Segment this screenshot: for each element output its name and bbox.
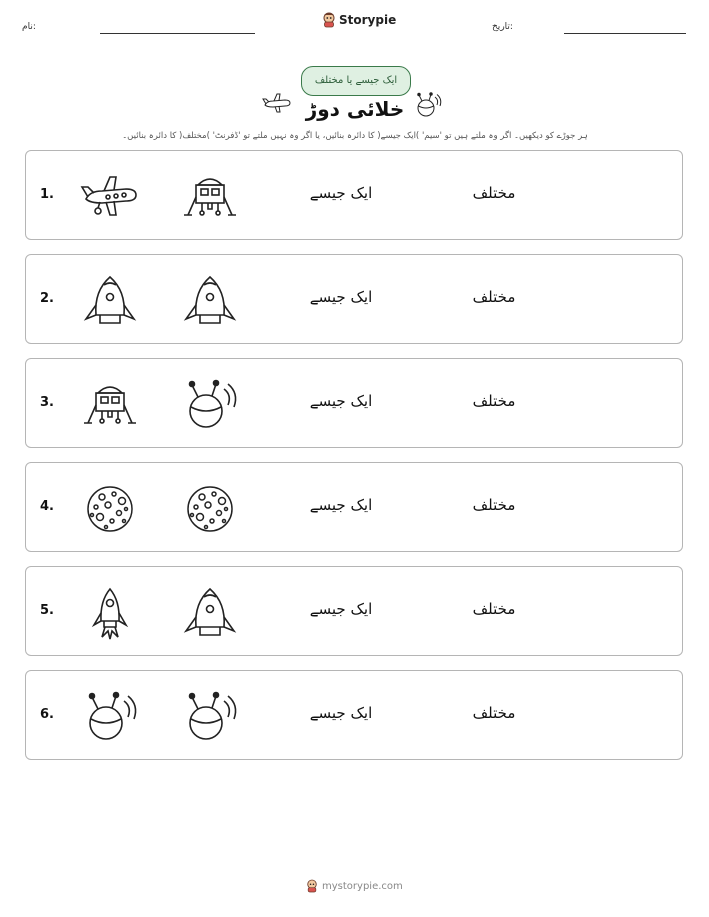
name-line: [100, 33, 255, 34]
launching-rocket-icon: [82, 587, 138, 637]
same-option[interactable]: ایک جیسے: [309, 496, 373, 514]
different-option[interactable]: مختلف: [472, 496, 516, 514]
same-option[interactable]: ایک جیسے: [309, 392, 373, 410]
row-number: 1.: [40, 187, 54, 202]
airplane-icon: [262, 92, 292, 114]
footer: [306, 879, 403, 893]
footer-url[interactable]: mystorypie.com: [322, 880, 403, 892]
lunar-lander-icon: [82, 379, 138, 429]
row-number: 3.: [40, 395, 54, 410]
instructions: ہر جوڑے کو دیکھیں۔ اگر وہ ملتے ہیں تو 'سیم' )ایک جیسے( کا دائرہ بنائیں، یا اگر وہ نہیں ملتے تو 'ڈفرنٹ' )مختلف( کا دائرہ بنائیں۔: [122, 131, 588, 141]
pair-row-5: [25, 566, 683, 656]
storypie-mascot-icon: [306, 879, 318, 893]
satellite-ball-icon: [182, 379, 238, 429]
worksheet-badge: ایک جیسے یا مختلف: [301, 66, 411, 96]
storypie-mascot-icon: [322, 12, 336, 28]
row-number: 6.: [40, 707, 54, 722]
same-option[interactable]: ایک جیسے: [309, 704, 373, 722]
same-option[interactable]: ایک جیسے: [309, 288, 373, 306]
rocket-icon: [82, 275, 138, 325]
different-option[interactable]: مختلف: [472, 288, 516, 306]
pair-row-6: [25, 670, 683, 760]
airplane-icon: [82, 171, 138, 221]
storypie-logo: [322, 12, 396, 28]
satellite-ball-icon: [182, 691, 238, 741]
name-label: نام:: [22, 22, 36, 32]
pair-row-4: [25, 462, 683, 552]
row-number: 4.: [40, 499, 54, 514]
row-number: 2.: [40, 291, 54, 306]
different-option[interactable]: مختلف: [472, 704, 516, 722]
satellite-ball-icon: [414, 92, 444, 118]
worksheet-header: [0, 0, 709, 60]
pair-row-3: [25, 358, 683, 448]
same-option[interactable]: ایک جیسے: [309, 600, 373, 618]
date-label: تاریخ:: [492, 22, 513, 32]
different-option[interactable]: مختلف: [472, 184, 516, 202]
lunar-lander-icon: [182, 171, 238, 221]
logo-text: Storypie: [339, 13, 397, 27]
different-option[interactable]: مختلف: [472, 600, 516, 618]
same-option[interactable]: ایک جیسے: [309, 184, 373, 202]
rocket-icon: [182, 275, 238, 325]
different-option[interactable]: مختلف: [472, 392, 516, 410]
satellite-ball-icon: [82, 691, 138, 741]
moon-icon: [82, 483, 138, 533]
pair-row-2: [25, 254, 683, 344]
row-number: 5.: [40, 603, 54, 618]
moon-icon: [182, 483, 238, 533]
pair-row-1: [25, 150, 683, 240]
date-line: [564, 33, 686, 34]
worksheet-title: خلائی دوڑ: [305, 97, 405, 121]
rocket-icon: [182, 587, 238, 637]
